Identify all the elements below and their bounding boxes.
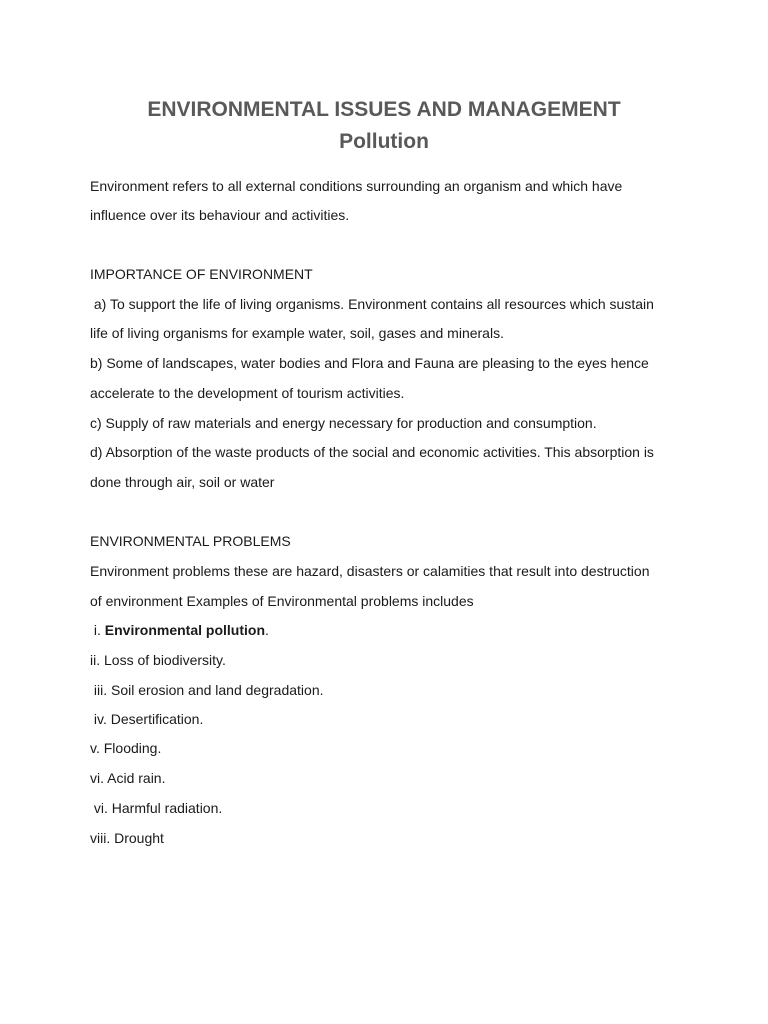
importance-line: c) Supply of raw materials and energy necessary for production and consumption. (90, 415, 597, 431)
importance-line: accelerate to the development of tourism activities. (90, 385, 405, 401)
importance-heading: IMPORTANCE OF ENVIRONMENT (90, 266, 313, 282)
document-subtitle: Pollution (339, 130, 429, 153)
problem-list-item: vi. Acid rain. (90, 770, 166, 786)
list-item-suffix: . (265, 622, 269, 638)
problems-heading: ENVIRONMENTAL PROBLEMS (90, 533, 291, 549)
problem-list-item-1 (90, 623, 269, 637)
problem-list-item: vi. Harmful radiation. (90, 800, 223, 816)
problem-list-item: v. Flooding. (90, 740, 162, 756)
list-item-prefix: i. (90, 622, 105, 638)
problems-line: Environment problems these are hazard, disasters or calamities that result into destruction (90, 563, 650, 579)
importance-line: done through air, soil or water (90, 474, 275, 490)
importance-line: a) To support the life of living organisms. Environment contains all resources which sustain (90, 296, 654, 312)
importance-line: b) Some of landscapes, water bodies and Flora and Fauna are pleasing to the eyes hence (90, 355, 649, 371)
problem-list-item: iv. Desertification. (90, 711, 204, 727)
importance-line: life of living organisms for example water, soil, gases and minerals. (90, 325, 504, 341)
problem-list-item: viii. Drought (90, 830, 164, 846)
intro-line-1: Environment refers to all external conditions surrounding an organism and which have (90, 178, 623, 194)
problem-list-item: ii. Loss of biodiversity. (90, 652, 226, 668)
intro-line-2: influence over its behaviour and activities. (90, 207, 350, 223)
problem-list-item: iii. Soil erosion and land degradation. (90, 682, 324, 698)
importance-line: d) Absorption of the waste products of the social and economic activities. This absorption is (90, 444, 654, 460)
document-title: ENVIRONMENTAL ISSUES AND MANAGEMENT (147, 98, 621, 121)
problems-line: of environment Examples of Environmental problems includes (90, 593, 474, 609)
list-item-bold-text: Environmental pollution (104, 622, 266, 638)
